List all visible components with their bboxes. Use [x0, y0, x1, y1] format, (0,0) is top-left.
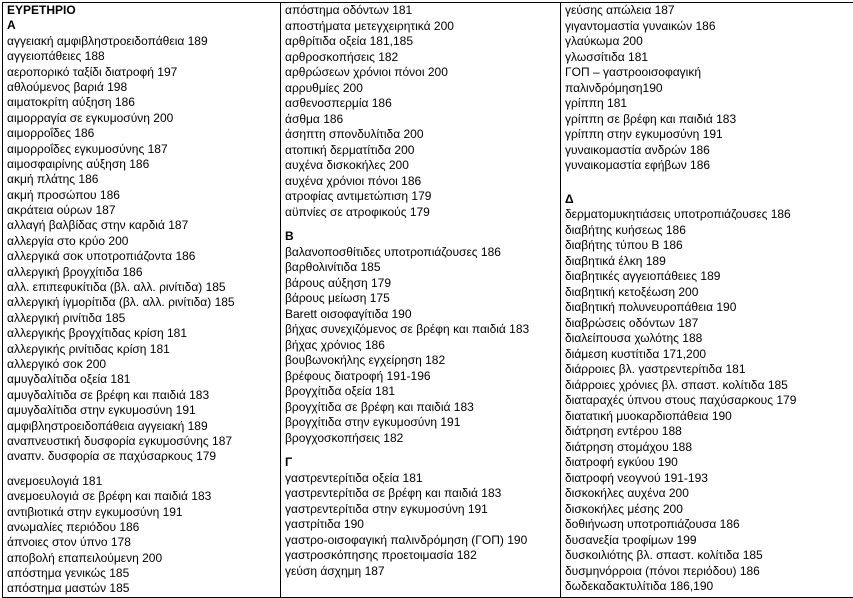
index-entry: αυχένα χρόνιοι πόνοι 186 — [285, 174, 560, 190]
index-entry: ακμή πλάτης 186 — [7, 172, 280, 187]
index-entry: αποστήματα μετεγχειρητικά 200 — [285, 19, 560, 35]
index-entry: απόστημα μαστών 185 — [7, 581, 280, 596]
index-entry: δερματομυκητιάσεις υποτροπιάζουσες 186 — [565, 207, 853, 223]
section-heading: Β — [285, 229, 560, 245]
index-entry: ανεμοευλογιά σε βρέφη και παιδιά 183 — [7, 489, 280, 504]
index-entry: διάρροιες χρόνιες βλ. σπαστ. κολίτιδα 185 — [565, 378, 853, 394]
index-entry: διαταραχές ύπνου στους παχύσαρκους 179 — [565, 393, 853, 409]
index-entry: γιγαντομαστία γυναικών 186 — [565, 19, 853, 35]
index-entry: αλλ. επιπεφυκίτιδα (βλ. αλλ. ρινίτιδα) 185 — [7, 280, 280, 295]
index-entry: γεύσης απώλεια 187 — [565, 3, 853, 19]
index-entry: διαλείπουσα χωλότης 188 — [565, 331, 853, 347]
index-entry: αγγειακή αμφιβληστροειδοπάθεια 189 — [7, 34, 280, 49]
index-entry: γυναικομαστία ανδρών 186 — [565, 143, 853, 159]
index-entry: αυχένα δισκοκήλες 200 — [285, 158, 560, 174]
index-entry: δωδεκαδακτυλίτιδα 186,190 — [565, 579, 853, 595]
index-entry: διαβητική κετοξέωση 200 — [565, 285, 853, 301]
index-entry: γρίππη 181 — [565, 96, 853, 112]
index-entry: βαλανοποσθίτιδες υποτροπιάζουσες 186 — [285, 245, 560, 261]
blank-spacer — [565, 174, 853, 183]
index-entry: διαβρώσεις οδόντων 187 — [565, 316, 853, 332]
index-entry: δισκοκήλες αυχένα 200 — [565, 486, 853, 502]
index-entry: αλλεργική ρινίτιδα 185 — [7, 311, 280, 326]
index-entry: δισκοκήλες μέσης 200 — [565, 502, 853, 518]
index-entry: βρέφους διατροφή 191-196 — [285, 369, 560, 385]
index-entry: διατατική μυοκαρδιοπάθεια 190 — [565, 409, 853, 425]
index-entry: αμυγδαλίτιδα στην εγκυμοσύνη 191 — [7, 403, 280, 418]
index-entry: άπνοιες στον ύπνο 178 — [7, 535, 280, 550]
index-entry: ακράτεια ούρων 187 — [7, 203, 280, 218]
index-entry: αϋπνίες σε ατροφικούς 179 — [285, 205, 560, 221]
section-heading: Α — [7, 18, 280, 33]
index-entry: αιμορραγία σε εγκυμοσύνη 200 — [7, 111, 280, 126]
index-entry: αθλούμενος βαριά 198 — [7, 80, 280, 95]
section-heading: ΕΥΡΕΤΗΡΙΟ — [7, 3, 280, 18]
index-entry: γαστρεντερίτιδα οξεία 181 — [285, 471, 560, 487]
index-entry: άσθμα 186 — [285, 112, 560, 128]
blank-spacer — [7, 465, 280, 474]
index-entry: γαστροσκόπησης προετοιμασία 182 — [285, 548, 560, 564]
index-column-2 — [281, 3, 561, 598]
blank-spacer — [285, 220, 560, 229]
index-entry: βήχας συνεχιζόμενος σε βρέφη και παιδιά 183 — [285, 322, 560, 338]
index-column-1 — [3, 3, 281, 598]
index-entry: αμυγδαλίτιδα οξεία 181 — [7, 372, 280, 387]
index-entry: άσηπτη σπονδυλίτιδα 200 — [285, 127, 560, 143]
index-entry: ανεμοευλογιά 181 — [7, 474, 280, 489]
index-table — [2, 2, 853, 598]
index-entry: βάρους αύξηση 179 — [285, 276, 560, 292]
index-entry: αιμορροΐδες εγκυμοσύνης 187 — [7, 142, 280, 157]
index-column-3 — [561, 3, 853, 598]
index-entry: διάτρηση στομάχου 188 — [565, 440, 853, 456]
index-entry: γαστρεντερίτιδα σε βρέφη και παιδιά 183 — [285, 486, 560, 502]
index-entry: αλλεργική βρογχίτιδα 186 — [7, 265, 280, 280]
index-entry: διατροφή εγκύου 190 — [565, 455, 853, 471]
index-entry: δυσκοιλιότης βλ. σπαστ. κολίτιδα 185 — [565, 548, 853, 564]
index-entry: διάρροιες βλ. γαστρεντερίτιδα 181 — [565, 362, 853, 378]
index-entry: αλλεργική ίγμορίτιδα (βλ. αλλ. ρινίτιδα) 185 — [7, 295, 280, 310]
index-entry: διάτρηση εντέρου 188 — [565, 424, 853, 440]
index-entry: αεροπορικό ταξίδι διατροφή 197 — [7, 65, 280, 80]
index-entry: διατροφή νεογνού 191-193 — [565, 471, 853, 487]
blank-spacer — [565, 183, 853, 192]
index-entry: διαβήτης κυήσεως 186 — [565, 223, 853, 239]
index-entry: παλινδρόμηση190 — [565, 81, 853, 97]
index-entry: αρρυθμίες 200 — [285, 81, 560, 97]
index-entry: ατροφίας αντιμετώπιση 179 — [285, 189, 560, 205]
index-entry: βήχας χρόνιος 186 — [285, 338, 560, 354]
index-entry: αλλεργικά σοκ υποτροπιάζοντα 186 — [7, 249, 280, 264]
index-entry: γλωσσίτιδα 181 — [565, 50, 853, 66]
index-entry: αλλεργικό σοκ 200 — [7, 357, 280, 372]
index-entry: αρθροσκοπήσεις 182 — [285, 50, 560, 66]
index-entry: βάρους μείωση 175 — [285, 291, 560, 307]
index-entry: αμφιβληστροειδοπάθεια αγγειακή 189 — [7, 419, 280, 434]
index-entry: γαστρο-οισοφαγική παλινδρόμηση (ΓΟΠ) 190 — [285, 533, 560, 549]
index-entry: δυσμηνόρροια (πόνοι περιόδου) 186 — [565, 564, 853, 580]
index-entry: ακμή προσώπου 186 — [7, 188, 280, 203]
index-entry: αιμοσφαιρίνης αύξηση 186 — [7, 157, 280, 172]
index-entry: αρθρώσεων χρόνιοι πόνοι 200 — [285, 65, 560, 81]
index-entry: γαστρίτιδα 190 — [285, 517, 560, 533]
index-entry: Barett οισοφαγίτιδα 190 — [285, 307, 560, 323]
index-entry: αγγειοπάθειες 188 — [7, 49, 280, 64]
index-entry: ανωμαλίες περιόδου 186 — [7, 520, 280, 535]
index-entry: διαβητική πολυνευροπάθεια 190 — [565, 300, 853, 316]
index-entry: γρίππη στην εγκυμοσύνη 191 — [565, 127, 853, 143]
index-entry: αιματοκρίτη αύξηση 186 — [7, 95, 280, 110]
index-entry: απόστημα οδόντων 181 — [285, 3, 560, 19]
index-entry: δυσανεξία τροφίμων 199 — [565, 533, 853, 549]
index-entry: βρογχοσκοπήσεις 182 — [285, 431, 560, 447]
index-entry: αρθρίτιδα οξεία 181,185 — [285, 34, 560, 50]
index-entry: αναπνευστική δυσφορία εγκυμοσύνης 187 — [7, 434, 280, 449]
index-entry: διάμεση κυστίτιδα 171,200 — [565, 347, 853, 363]
index-entry: αλλεργικής ρινίτιδας κρίση 181 — [7, 342, 280, 357]
index-entry: γλαύκωμα 200 — [565, 34, 853, 50]
index-entry: αιμορροΐδες 186 — [7, 126, 280, 141]
index-entry: γρίππη σε βρέφη και παιδιά 183 — [565, 112, 853, 128]
index-entry: γεύση άσχημη 187 — [285, 564, 560, 580]
index-entry: γυναικομαστία εφήβων 186 — [565, 158, 853, 174]
index-entry: γαστρεντερίτιδα στην εγκυμοσύνη 191 — [285, 502, 560, 518]
index-entry: αμυγδαλίτιδα σε βρέφη και παιδιά 183 — [7, 388, 280, 403]
index-row — [3, 3, 853, 598]
index-entry: διαβητικά έλκη 189 — [565, 254, 853, 270]
blank-spacer — [285, 446, 560, 455]
index-entry: ασθενοσπερμία 186 — [285, 96, 560, 112]
index-entry: αλλεργία στο κρύο 200 — [7, 234, 280, 249]
index-entry: βρογχίτιδα σε βρέφη και παιδιά 183 — [285, 400, 560, 416]
index-entry: βουβωνοκήλης εγχείρηση 182 — [285, 353, 560, 369]
section-heading: Γ — [285, 455, 560, 471]
index-entry: αναπν. δυσφορία σε παχύσαρκους 179 — [7, 449, 280, 464]
index-entry: αντιβιοτικά στην εγκυμοσύνη 191 — [7, 505, 280, 520]
index-entry: βρογχίτιδα στην εγκυμοσύνη 191 — [285, 415, 560, 431]
index-entry: βρογχίτιδα οξεία 181 — [285, 384, 560, 400]
index-entry: βαρθολινίτιδα 185 — [285, 260, 560, 276]
index-entry: διαβητικές αγγειοπάθειες 189 — [565, 269, 853, 285]
index-entry: αλλαγή βαλβίδας στην καρδιά 187 — [7, 218, 280, 233]
index-entry: απόστημα γενικώς 185 — [7, 566, 280, 581]
index-entry: αποβολή επαπειλούμενη 200 — [7, 551, 280, 566]
section-heading: Δ — [565, 192, 853, 208]
index-entry: δοθιήνωση υποτροπιάζουσα 186 — [565, 517, 853, 533]
index-entry: διαβήτης τύπου Β 186 — [565, 238, 853, 254]
index-entry: ατοπική δερματίτιδα 200 — [285, 143, 560, 159]
index-entry: ΓΟΠ – γαστροοισοφαγική — [565, 65, 853, 81]
index-entry: αλλεργικής βρογχίτιδας κρίση 181 — [7, 326, 280, 341]
